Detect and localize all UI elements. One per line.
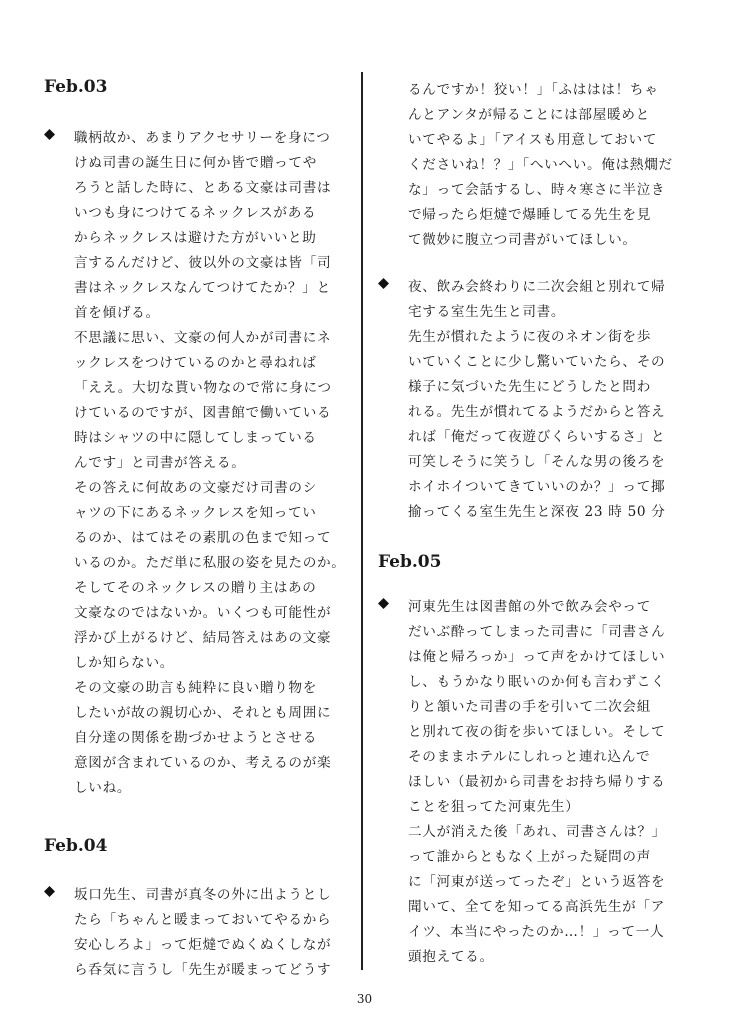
diamond-bullet-icon — [378, 278, 389, 289]
column-divider — [361, 72, 363, 970]
section-heading-feb03: Feb.03 — [44, 77, 108, 97]
section-heading-feb05: Feb.05 — [378, 552, 442, 572]
entry-feb03-1 — [44, 126, 352, 801]
entry-feb04-2 — [378, 275, 690, 525]
left-column — [44, 70, 352, 983]
entry-feb04-1 — [44, 883, 352, 983]
entry-paragraph: 二人が消えた後「あれ、司書さんは？」 って誰からともなく上がった疑問の声 に「河東が送ってったぞ」という返答を 聞いて、全てを知ってる高浜先生が「ア イツ、本当にやったのか…！」って一人 頭抱えてる。 — [408, 824, 667, 965]
diamond-bullet-icon — [378, 598, 389, 609]
entry-paragraph: 坂口先生、司書が真冬の外に出ようとし たら「ちゃんと暖まっておいてやるから 安心しろよ」って炬燵でぬくぬくしなが ら呑気に言うし「先生が暖まってどうす — [74, 887, 332, 978]
entry-paragraph: その答えに何故あの文豪だけ司書のシ ャツの下にあるネックレスを知ってい るのか、はてはその素肌の色まで知って いるのか。ただ単に私服の姿を見たのか。 そしてそのネックレスの贈り主はあの 文豪なのではないか。いくつも可能性が 浮かび上がるけど、結局答えはあの文豪 しか知らない。 — [74, 480, 346, 671]
entry-feb05-1 — [378, 595, 690, 970]
entry-paragraph: 河東先生は図書館の外で飲み会やって だいぶ酔ってしまった司書に「司書さん は俺と帰ろっか」って声をかけてほしい し、もうかなり眠いのか何も言わずこく りと頷いた司書の手を引いて二次会組 と別れて夜の街を歩いてほしい。そして そのままホテルにしれっと連れ込んで ほしい（最初から司書をお持ち帰りする ことを狙ってた河東先生） — [408, 599, 666, 815]
entry-paragraph: 不思議に思い、文豪の何人かが司書にネ ックレスをつけているのかと尋ねれば 「ええ。大切な貰い物なので常に身につ けているのですが、図書館で働いている 時はシャツの中に隠してしまっている んです」と司書が答える。 — [74, 330, 332, 471]
page-number: 30 — [356, 992, 373, 1006]
entry-paragraph: 夜、飲み会終わりに二次会組と別れて帰 宅する室生先生と司書。 — [408, 279, 666, 320]
entry-paragraph: 先生が慣れたように夜のネオン街を歩 いていくことに少し驚いていたら、その 様子に気づいた先生にどうしたと問わ れる。先生が慣れてるようだからと答え れば「俺だって夜遊びくらいするさ」と 可笑しそうに笑うし「そんな男の後ろを ホイホイついてきていいのか？」って揶 揄ってくる室生先生と深夜 23 時 50 分 — [408, 329, 666, 520]
entry-paragraph: 職柄故か、あまりアクセサリーを身につ けぬ司書の誕生日に何か皆で贈ってや ろうと話した時に、とある文豪は司書は いつも身につけてるネックレスがある からネックレスは避けた方がいいと助 言するんだけど、彼以外の文豪は皆「司 書はネックレスなんてつけてたか？」と 首を傾げる。 — [74, 130, 332, 321]
right-column — [378, 78, 690, 970]
entry-paragraph: その文豪の助言も純粋に良い贈り物を したいが故の親切心か、それとも周囲に 自分達の関係を勘づかせようとさせる 意図が含まれているのか、考えるのが楽 しいね。 — [74, 680, 332, 796]
entry-paragraph-continued: るんですか！狡い！」「ふははは！ちゃ んとアンタが帰ることには部屋暖めと いてやるよ」「アイスも用意しておいて くださいね！？」「へいへい。俺は熱燗だ な」って会話するし、時々寒さに半泣き で帰ったら炬燵で爆睡してる先生を見 て微妙に腹立つ司書がいてほしい。 — [408, 82, 673, 248]
diamond-bullet-icon — [44, 886, 55, 897]
diamond-bullet-icon — [44, 129, 55, 140]
section-heading-feb04: Feb.04 — [44, 836, 108, 856]
